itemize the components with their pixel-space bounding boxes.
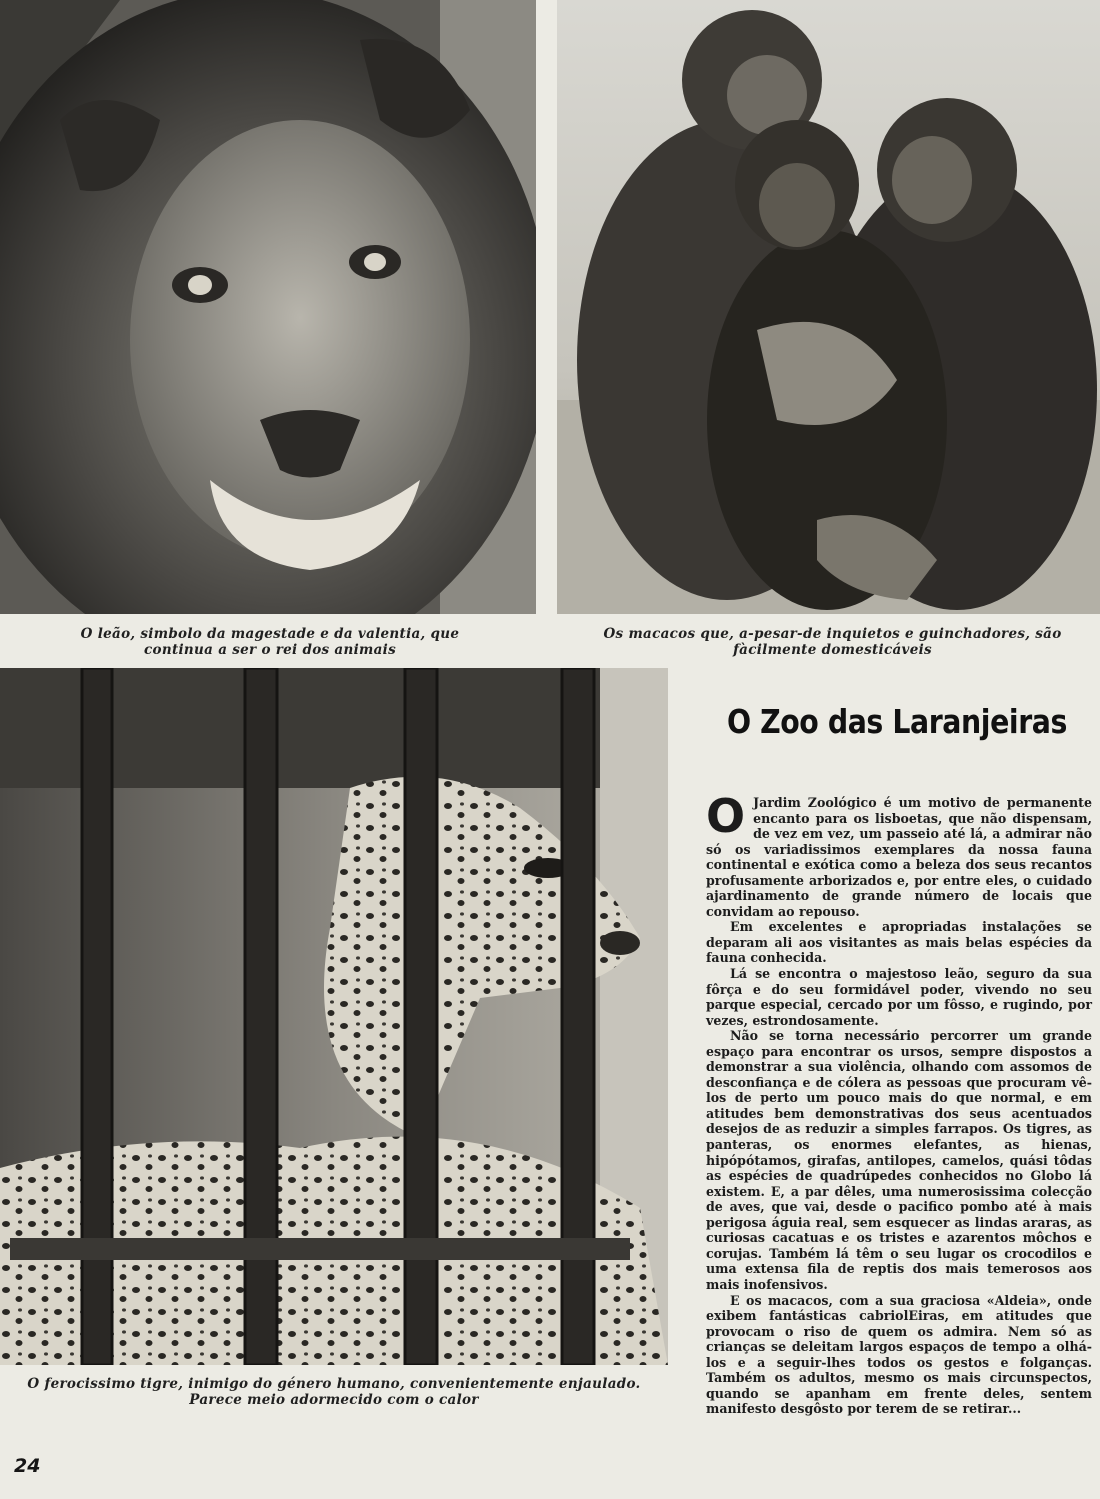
article-paragraph-1: [706, 789, 1092, 919]
leopard-caption: [0, 1376, 668, 1408]
article-paragraph-4: Não se torna necessário percorrer um grande espaço para encontrar os ursos, sempre dispostos a demonstrar a sua violência, olhando com assomos de desconfiança e de cólera as pessoas que procuram vê-los de perto um pouco mais do que normal, e em atitudes bem demonstrativas dos seus acentuados desejos de as reduzir a simples farrapos. Os tigres, as panteras, os enormes elefantes, as hienas, hipópótamos, girafas, antilopes, camelos, quási tôdas as espécies de quadrúpedes conhecidos no Globo lá existem. E, a par dêles, uma numerosissima colecção de aves, que vai, desde o pacifico pombo até à mais perigosa águia real, sem esquecer as lindas araras, as curiosas cacatuas e os tristes e azarentos môchos e corujas. Também lá têm o seu lugar os crocodilos e uma extensa fila de reptis dos mais temerosos aos mais inofensivos.: [706, 1028, 1092, 1292]
article-paragraph-3: Lá se encontra o majestoso leão, seguro da sua fôrça e do seu formidável poder, vivendo no seu parque especial, cercado por um fôsso, e rugindo, por vezes, estrondosamente.: [706, 966, 1092, 1028]
monkeys-caption-line-1: Os macacos que, a-pesar-de inquietos e guinchadores, são: [603, 626, 1062, 642]
lion-caption-line-1: O leão, simbolo da magestade e da valentia, que: [80, 626, 460, 642]
monkeys-caption-line-2: fàcilmente domesticáveis: [733, 642, 932, 658]
monkeys-illustration: [557, 0, 1100, 614]
lion-caption: [40, 626, 500, 658]
lion-photo: [0, 0, 536, 614]
monkeys-caption: [575, 626, 1090, 658]
article-body: [706, 789, 1092, 1417]
leopard-caption-line-2: Parece meio adormecido com o calor: [189, 1392, 479, 1408]
dropcap: O: [706, 789, 746, 843]
article-paragraph-5: E os macacos, com a sua graciosa «Aldeia», onde exibem fantásticas cabriolEiras, em atitudes que provocam o riso de quem os admira. Nem só as crianças se deleitam largos espaços de tempo a olhá-los e a seguir-lhes todos os gestos e folganças. Também os adultos, mesmo os mais circunspectos, quando se apanham em frente deles, sentem manifesto desgôsto por terem de se retirar...: [706, 1292, 1092, 1417]
lion-caption-line-2: continua a ser o rei dos animais: [144, 642, 396, 658]
leopard-caption-line-1: O ferocissimo tigre, inimigo do género humano, convenientemente enjaulado.: [27, 1376, 641, 1392]
article-paragraph-2: Em excelentes e apropriadas instalações se deparam ali aos visitantes as mais belas espécies da fauna conhecida.: [706, 919, 1092, 966]
monkeys-photo: [557, 0, 1100, 614]
leopard-photo: [0, 668, 668, 1365]
lion-illustration: [0, 0, 536, 614]
leopard-illustration: [0, 668, 668, 1365]
page-number: 24: [14, 1455, 41, 1477]
article-paragraph-1-text: Jardim Zoológico é um motivo de permanente encanto para os lisboetas, que não dispensam, de vez em vez, um passeio até lá, a admirar não só os variadissimos exemplares da nossa fauna continental e exótica como a beleza dos seus recantos profusamente arborizados e, por entre eles, o cuidado ajardinamento de grande número de locais que convidam ao repouso.: [706, 795, 1092, 919]
article-title: O Zoo das Laranjeiras: [726, 702, 1067, 741]
